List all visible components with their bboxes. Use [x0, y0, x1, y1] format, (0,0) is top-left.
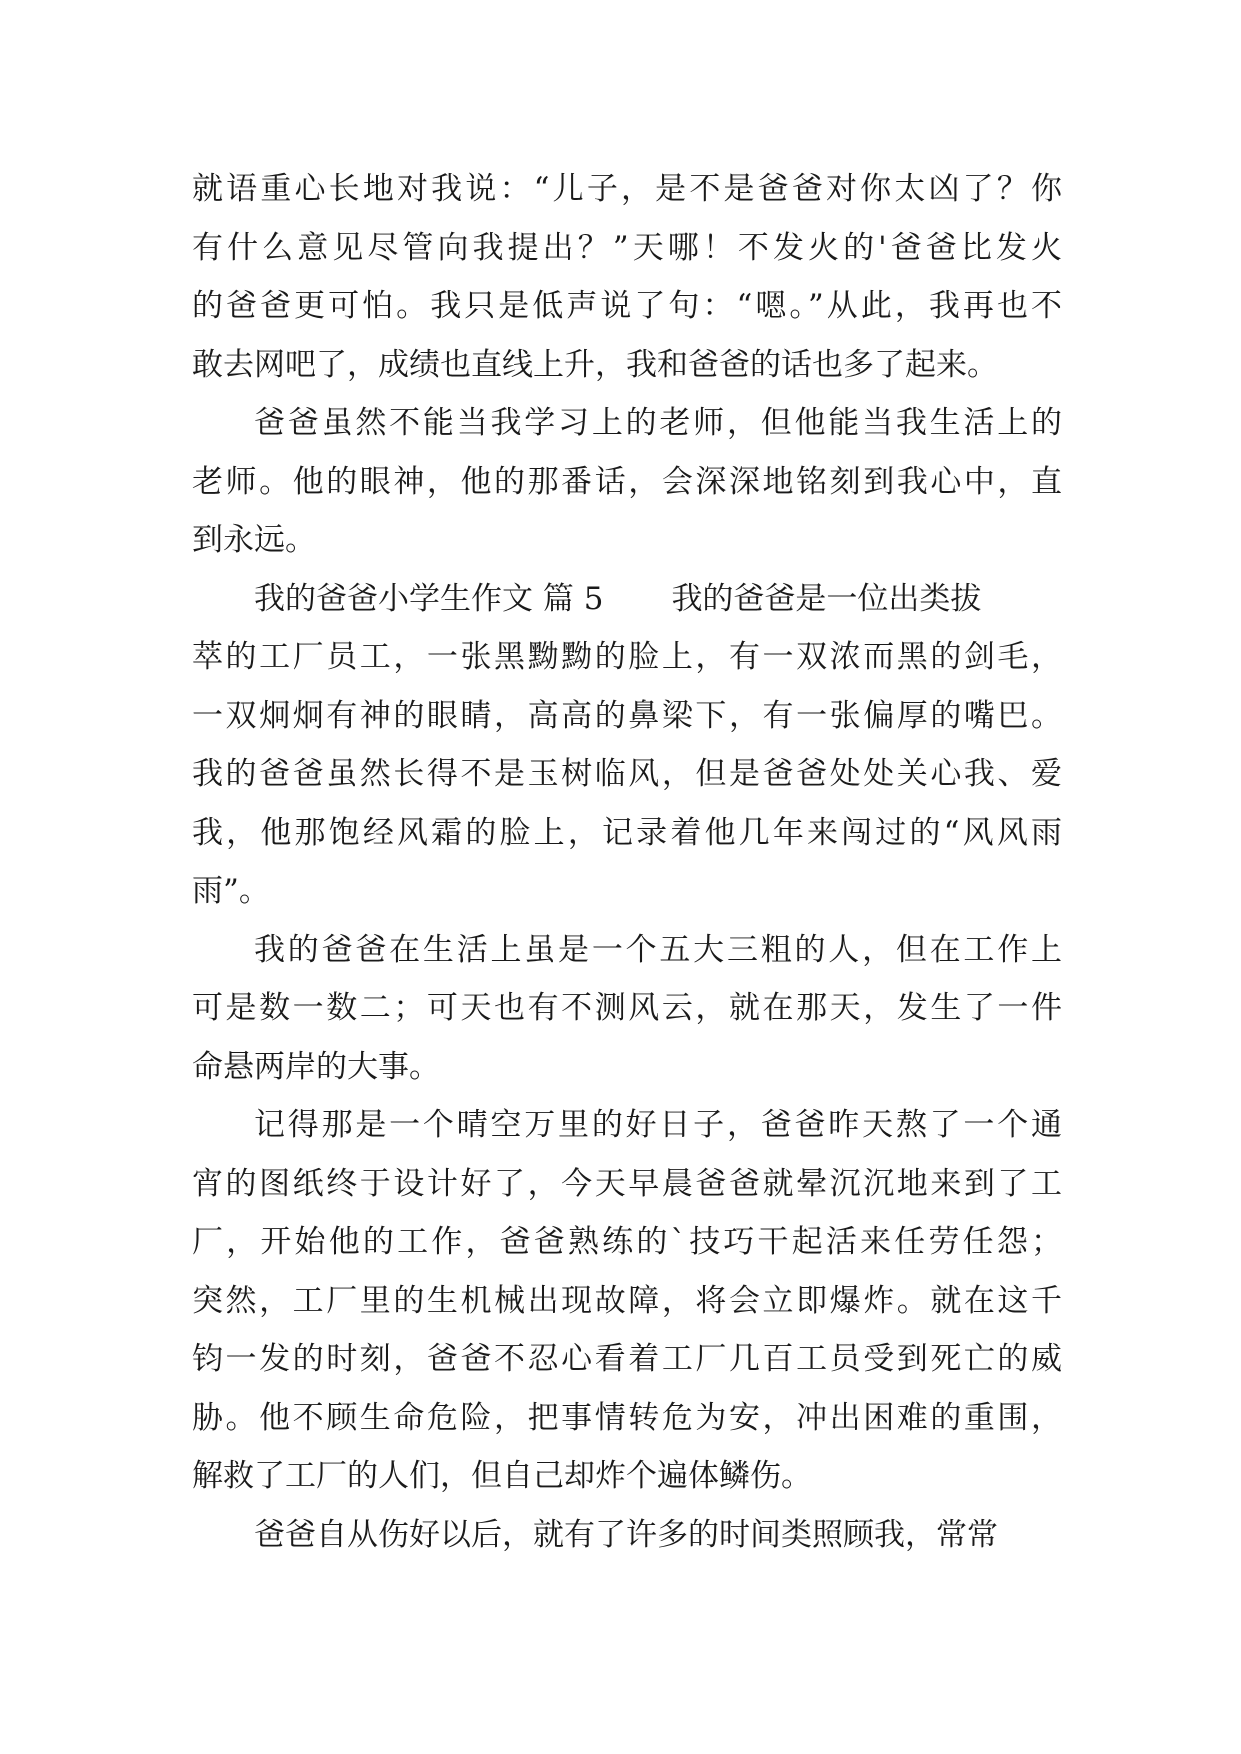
text-line: 敢去网吧了，成绩也直线上升，我和爸爸的话也多了起来。	[192, 346, 998, 383]
text-line: 萃的工厂员工，一张黑黝黝的脸上，有一双浓而黑的剑毛，	[192, 639, 1062, 675]
text-line: 爸爸虽然不能当我学习上的老师，但他能当我生活上的	[254, 405, 1062, 441]
text-line: 的爸爸更可怕。我只是低声说了句：“嗯。”从此，我再也不	[192, 288, 1062, 324]
essay-heading: 我的爸爸小学生作文 篇 5	[254, 580, 604, 617]
text-line: 钧一发的时刻，爸爸不忍心看着工厂几百工员受到死亡的威	[192, 1341, 1062, 1377]
essay-heading-line	[192, 570, 1062, 629]
text-line: 有什么意见尽管向我提出？”天哪！不发火的'爸爸比发火	[192, 229, 1062, 266]
text-line: 我，他那饱经风霜的脸上，记录着他几年来闯过的“风风雨	[192, 814, 1062, 851]
text-line: 记得那是一个晴空万里的好日子，爸爸昨天熬了一个通	[254, 1107, 1062, 1143]
text-line: 突然，工厂里的生机械出现故障，将会立即爆炸。就在这千	[192, 1282, 1062, 1319]
text-line: 老师。他的眼神，他的那番话，会深深地铭刻到我心中，直	[192, 463, 1062, 500]
text-line: 我的爸爸虽然长得不是玉树临风，但是爸爸处处关心我、爱	[192, 756, 1062, 792]
text-line: 到永远。	[192, 522, 316, 558]
text-line: 厂，开始他的工作，爸爸熟练的`技巧干起活来任劳任怨；	[192, 1224, 1062, 1260]
text-line: 雨”。	[192, 873, 270, 909]
text-line: 命悬两岸的大事。	[192, 1048, 440, 1085]
text-line: 就语重心长地对我说：“儿子，是不是爸爸对你太凶了？你	[192, 171, 1062, 207]
text-line: 解救了工厂的人们，但自己却炸个遍体鳞伤。	[192, 1458, 812, 1494]
text-line: 我的爸爸在生活上虽是一个五大三粗的人，但在工作上	[254, 931, 1062, 968]
text-line: 可是数一数二；可天也有不测风云，就在那天，发生了一件	[192, 990, 1062, 1026]
text-line: 胁。他不顾生命危险，把事情转危为安，冲出困难的重围，	[192, 1399, 1062, 1436]
document-body	[192, 160, 1062, 1564]
text-line: 我的爸爸是一位出类拔	[671, 580, 982, 617]
text-line: 宵的图纸终于设计好了，今天早晨爸爸就晕沉沉地来到了工	[192, 1165, 1062, 1202]
text-line: 一双炯炯有神的眼睛，高高的鼻梁下，有一张偏厚的嘴巴。	[192, 697, 1062, 734]
text-line: 爸爸自从伤好以后，就有了许多的时间类照顾我，常常	[254, 1516, 998, 1553]
